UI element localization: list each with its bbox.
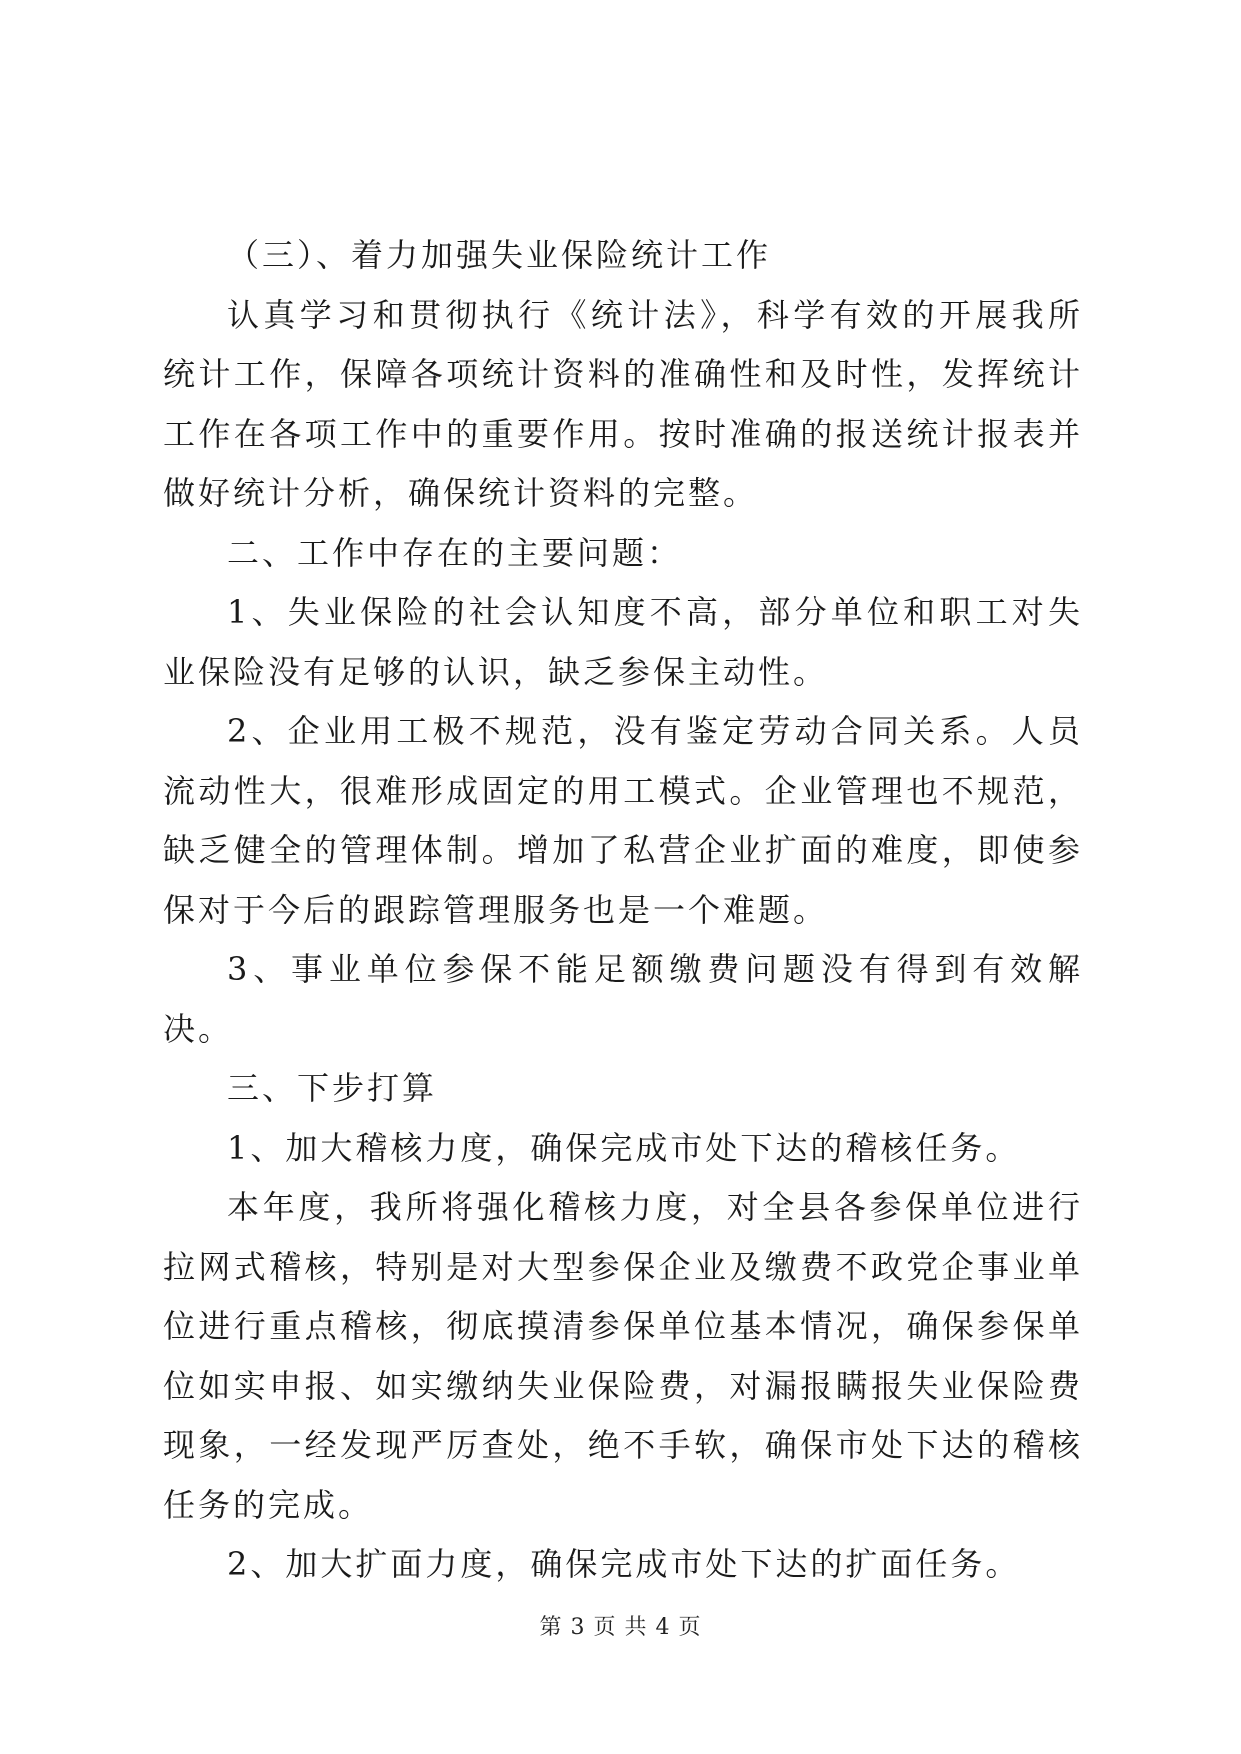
section-heading-next-steps: 三、下步打算	[227, 1069, 438, 1107]
paragraph-problem-1: 1、失业保险的社会认知度不高，部分单位和职工对失业保险没有足够的认识，缺乏参保主动性。	[163, 593, 1083, 691]
paragraph-plan-1-title: 1、加大稽核力度，确保完成市处下达的稽核任务。	[227, 1128, 1021, 1167]
section-heading-problems: 二、工作中存在的主要问题：	[227, 533, 683, 572]
paragraph-statistics-work: 认真学习和贯彻执行《统计法》，科学有效的开展我所统计工作，保障各项统计资料的准确性和及时性，发挥统计工作在各项工作中的重要作用。按时准确的报送统计报表并做好统计分析，确保统计资料的完整。	[163, 295, 1083, 512]
page-footer: 第 3 页 共 4 页	[539, 1615, 702, 1640]
document-body	[163, 226, 1083, 1595]
paragraph-plan-1-body: 本年度，我所将强化稽核力度，对全县各参保单位进行拉网式稽核，特别是对大型参保企业及缴费不政党企事业单位进行重点稽核，彻底摸清参保单位基本情况，确保参保单位如实申报、如实缴纳失业保险费，对漏报瞒报失业保险费现象，一经发现严厉查处，绝不手软，确保市处下达的稽核任务的完成。	[163, 1188, 1083, 1524]
paragraph-problem-3: 3、事业单位参保不能足额缴费问题没有得到有效解决。	[163, 950, 1083, 1048]
section-heading-statistics: （三）、着力加强失业保险统计工作	[227, 236, 772, 274]
paragraph-plan-2-title: 2、加大扩面力度，确保完成市处下达的扩面任务。	[227, 1545, 1021, 1583]
paragraph-problem-2: 2、企业用工极不规范，没有鉴定劳动合同关系。人员流动性大，很难形成固定的用工模式。企业管理也不规范，缺乏健全的管理体制。增加了私营企业扩面的难度，即使参保对于今后的跟踪管理服务也是一个难题。	[163, 712, 1083, 929]
